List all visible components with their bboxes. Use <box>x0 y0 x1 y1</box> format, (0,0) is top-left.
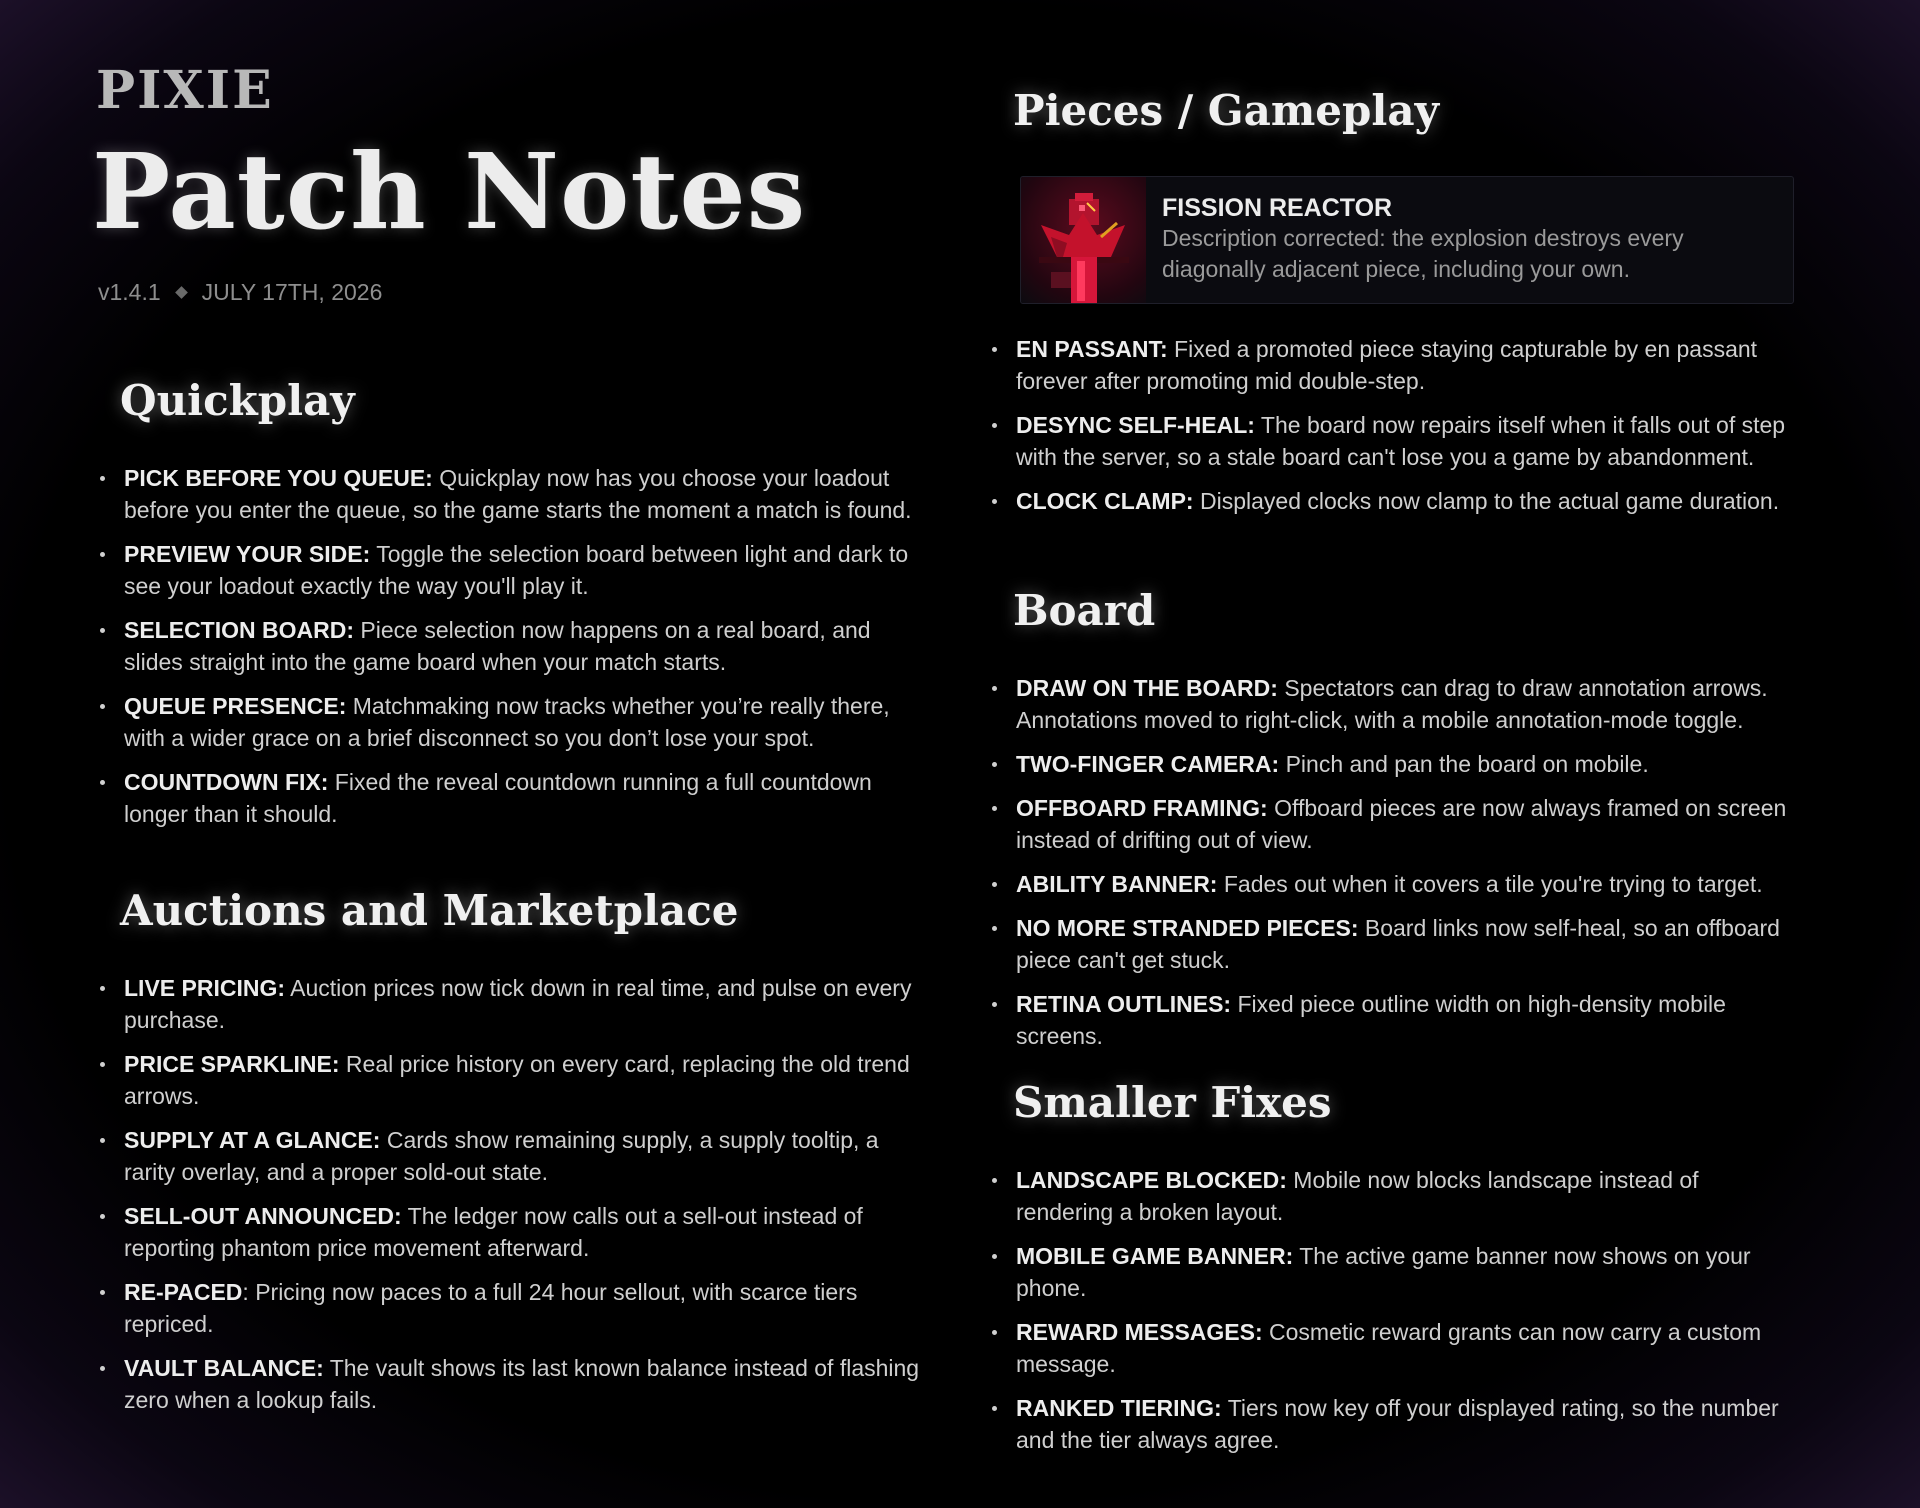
diamond-separator-icon <box>175 286 188 299</box>
item-text: Displayed clocks now clamp to the actual game duration. <box>1193 488 1780 514</box>
list-item <box>96 1200 926 1264</box>
section-title-board: Board <box>1013 586 1156 635</box>
item-text: Quickplay now has you choose your loadout before you enter the queue, so the game starts the moment a match is found. <box>124 465 912 523</box>
card-title: FISSION REACTOR <box>1162 194 1393 222</box>
page-title: Patch Notes <box>92 130 807 253</box>
section-title-quickplay: Quickplay <box>120 376 355 425</box>
version-label: v1.4.1 <box>98 279 161 305</box>
list-item <box>96 538 926 602</box>
item-label: SUPPLY AT A GLANCE: <box>124 1127 381 1153</box>
item-label: RETINA OUTLINES: <box>1016 991 1232 1017</box>
item-label: COUNTDOWN FIX: <box>124 769 329 795</box>
item-text: The vault shows its last known balance instead of flashing zero when a lookup fails. <box>124 1355 920 1413</box>
item-text: Auction prices now tick down in real time, and pulse on every purchase. <box>124 975 912 1033</box>
item-label: REWARD MESSAGES: <box>1016 1319 1263 1345</box>
list-item <box>988 409 1800 473</box>
item-label: PREVIEW YOUR SIDE: <box>124 541 371 567</box>
section-title-pieces: Pieces / Gameplay <box>1013 86 1439 135</box>
list-item <box>96 1124 926 1188</box>
auctions-list <box>96 972 926 1428</box>
item-text: The ledger now calls out a sell-out instead of reporting phantom price movement afterward. <box>124 1203 863 1261</box>
item-text: Fixed piece outline width on high-density mobile screens. <box>1016 991 1726 1049</box>
item-text: : Pricing now paces to a full 24 hour sellout, with scarce tiers repriced. <box>124 1279 858 1337</box>
item-label: DRAW ON THE BOARD: <box>1016 675 1278 701</box>
list-item <box>988 672 1800 736</box>
item-text: Fixed the reveal countdown running a full countdown longer than it should. <box>124 769 872 827</box>
item-label: RANKED TIERING: <box>1016 1395 1222 1421</box>
list-item <box>96 766 926 830</box>
item-text: Spectators can drag to draw annotation arrows. Annotations moved to right-click, with a mobile annotation-mode toggle. <box>1016 675 1768 733</box>
quickplay-list <box>96 462 926 842</box>
item-label: PRICE SPARKLINE: <box>124 1051 340 1077</box>
section-title-smaller-fixes: Smaller Fixes <box>1013 1078 1332 1127</box>
item-label: RE-PACED <box>124 1279 243 1305</box>
item-label: QUEUE PRESENCE: <box>124 693 347 719</box>
item-text: Fixed a promoted piece staying capturable by en passant forever after promoting mid double-step. <box>1016 336 1758 394</box>
card-description: Description corrected: the explosion destroys every diagonally adjacent piece, including your own. <box>1162 225 1684 282</box>
item-text: Matchmaking now tracks whether you’re really there, with a wider grace on a brief disconnect so you don’t lose your spot. <box>124 693 890 751</box>
item-label: CLOCK CLAMP: <box>1016 488 1194 514</box>
item-text: Real price history on every card, replacing the old trend arrows. <box>124 1051 910 1109</box>
item-label: DESYNC SELF-HEAL: <box>1016 412 1255 438</box>
list-item <box>988 333 1800 397</box>
item-label: PICK BEFORE YOU QUEUE: <box>124 465 433 491</box>
list-item <box>988 485 1800 517</box>
list-item <box>988 868 1800 900</box>
list-item <box>988 988 1800 1052</box>
board-list <box>988 672 1800 1064</box>
item-text: Piece selection now happens on a real board, and slides straight into the game board when your match starts. <box>124 617 871 675</box>
fission-reactor-piece-svg <box>1021 177 1146 303</box>
fission-reactor-card <box>1020 176 1794 304</box>
list-item <box>988 1240 1800 1304</box>
list-item <box>988 1316 1800 1380</box>
item-text: Tiers now key off your displayed rating, so the number and the tier always agree. <box>1016 1395 1779 1453</box>
version-meta <box>98 279 382 306</box>
pieces-list <box>988 333 1800 529</box>
item-text: Cards show remaining supply, a supply tooltip, a rarity overlay, and a proper sold-out state. <box>124 1127 879 1185</box>
list-item <box>96 1276 926 1340</box>
smaller-fixes-list <box>988 1164 1800 1468</box>
list-item <box>988 1392 1800 1456</box>
item-text: Pinch and pan the board on mobile. <box>1279 751 1649 777</box>
item-label: LANDSCAPE BLOCKED: <box>1016 1167 1287 1193</box>
item-text: Toggle the selection board between light and dark to see your loadout exactly the way you'll play it. <box>124 541 909 599</box>
list-item <box>96 972 926 1036</box>
pixie-logo: PIXIE <box>96 60 274 121</box>
item-label: TWO-FINGER CAMERA: <box>1016 751 1280 777</box>
item-text: Board links now self-heal, so an offboard piece can't get stuck. <box>1016 915 1780 973</box>
item-label: SELL-OUT ANNOUNCED: <box>124 1203 402 1229</box>
list-item <box>988 912 1800 976</box>
section-title-auctions: Auctions and Marketplace <box>120 886 739 935</box>
list-item <box>96 1352 926 1416</box>
item-text: The board now repairs itself when it falls out of step with the server, so a stale board can't lose you a game by abandonment. <box>1016 412 1786 470</box>
fission-reactor-piece-icon <box>1021 177 1146 303</box>
item-label: ABILITY BANNER: <box>1016 871 1218 897</box>
item-label: EN PASSANT: <box>1016 336 1168 362</box>
item-label: OFFBOARD FRAMING: <box>1016 795 1268 821</box>
card-text <box>1146 177 1722 303</box>
list-item <box>988 1164 1800 1228</box>
item-label: VAULT BALANCE: <box>124 1355 324 1381</box>
item-text: Fades out when it covers a tile you're trying to target. <box>1217 871 1763 897</box>
item-label: LIVE PRICING: <box>124 975 286 1001</box>
item-text: Mobile now blocks landscape instead of rendering a broken layout. <box>1016 1167 1699 1225</box>
list-item <box>96 690 926 754</box>
release-date: JULY 17TH, 2026 <box>201 279 383 305</box>
item-label: SELECTION BOARD: <box>124 617 354 643</box>
list-item <box>96 462 926 526</box>
item-label: NO MORE STRANDED PIECES: <box>1016 915 1359 941</box>
item-text: Cosmetic reward grants can now carry a custom message. <box>1016 1319 1762 1377</box>
list-item <box>96 614 926 678</box>
list-item <box>988 792 1800 856</box>
item-text: Offboard pieces are now always framed on screen instead of drifting out of view. <box>1016 795 1787 853</box>
item-label: MOBILE GAME BANNER: <box>1016 1243 1294 1269</box>
list-item <box>96 1048 926 1112</box>
item-text: The active game banner now shows on your phone. <box>1016 1243 1751 1301</box>
list-item <box>988 748 1800 780</box>
